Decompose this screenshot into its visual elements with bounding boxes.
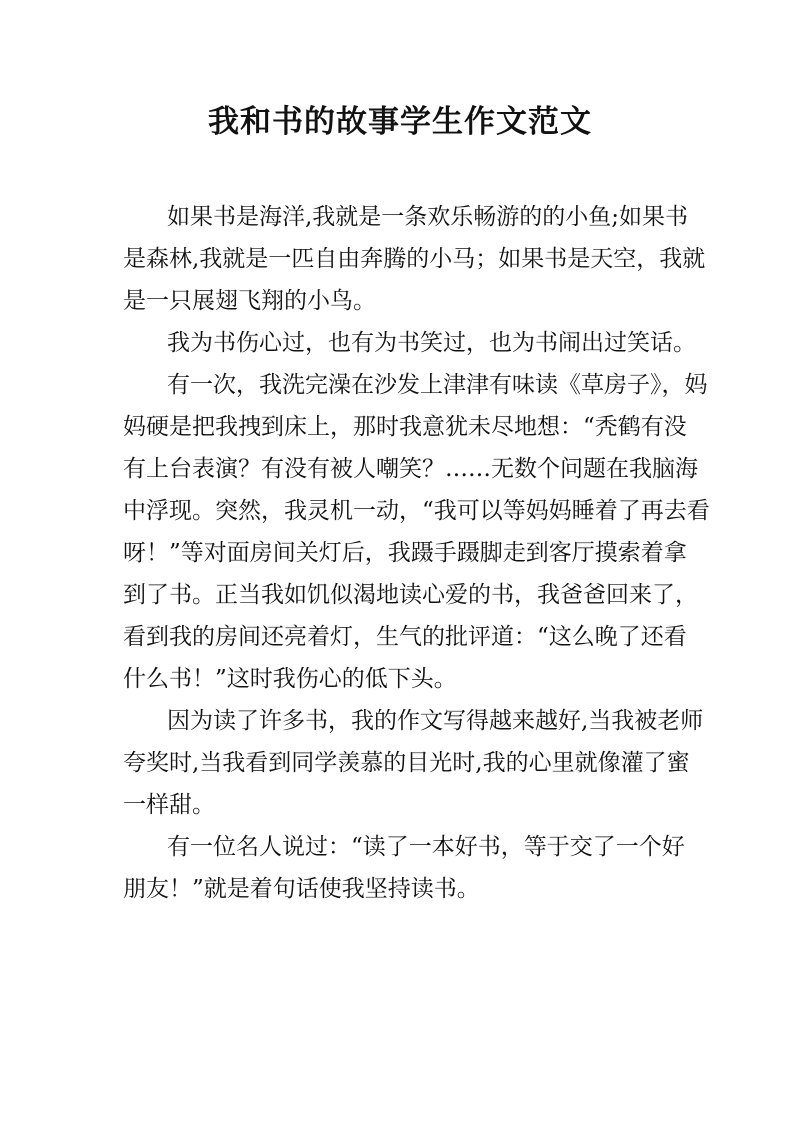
document-body <box>123 196 710 910</box>
text-line: 一样甜。 <box>123 792 215 818</box>
text-line: 中浮现。突然，我灵机一动，“我可以等妈妈睡着了再去看 <box>123 498 710 524</box>
document-title: 我和书的故事学生作文范文 <box>208 104 592 140</box>
text-line: 呀！”等对面房间关灯后，我蹑手蹑脚走到客厅摸索着拿 <box>123 540 687 566</box>
text-line: 看到我的房间还亮着灯，生气的批评道：“这么晚了还看 <box>123 624 687 650</box>
text-line: 妈硬是把我拽到床上，那时我意犹未尽地想：“秃鹤有没 <box>123 414 687 440</box>
text-line: 夸奖时,当我看到同学羡慕的目光时,我的心里就像灌了蜜 <box>123 750 690 776</box>
text-line: 是森林,我就是一匹自由奔腾的小马；如果书是天空，我就 <box>123 246 706 272</box>
text-line: 朋友！”就是着句话使我坚持读书。 <box>123 876 480 902</box>
text-line: 什么书！”这时我伤心的低下头。 <box>123 666 457 692</box>
text-line: 因为读了许多书，我的作文写得越来越好,当我被老师 <box>167 708 704 734</box>
text-line: 有一次，我洗完澡在沙发上津津有味读《草房子》，妈 <box>167 372 708 398</box>
text-line: 到了书。正当我如饥似渴地读心爱的书，我爸爸回来了， <box>123 582 698 608</box>
text-line: 有上台表演？有没有被人嘲笑？……无数个问题在我脑海 <box>123 456 698 482</box>
text-line: 如果书是海洋,我就是一条欢乐畅游的的小鱼;如果书 <box>167 204 689 230</box>
text-line: 是一只展翅飞翔的小鸟。 <box>123 288 376 314</box>
text-line: 我为书伤心过，也有为书笑过，也为书闹出过笑话。 <box>167 330 696 356</box>
text-line: 有一位名人说过：“读了一本好书，等于交了一个好 <box>167 834 685 860</box>
